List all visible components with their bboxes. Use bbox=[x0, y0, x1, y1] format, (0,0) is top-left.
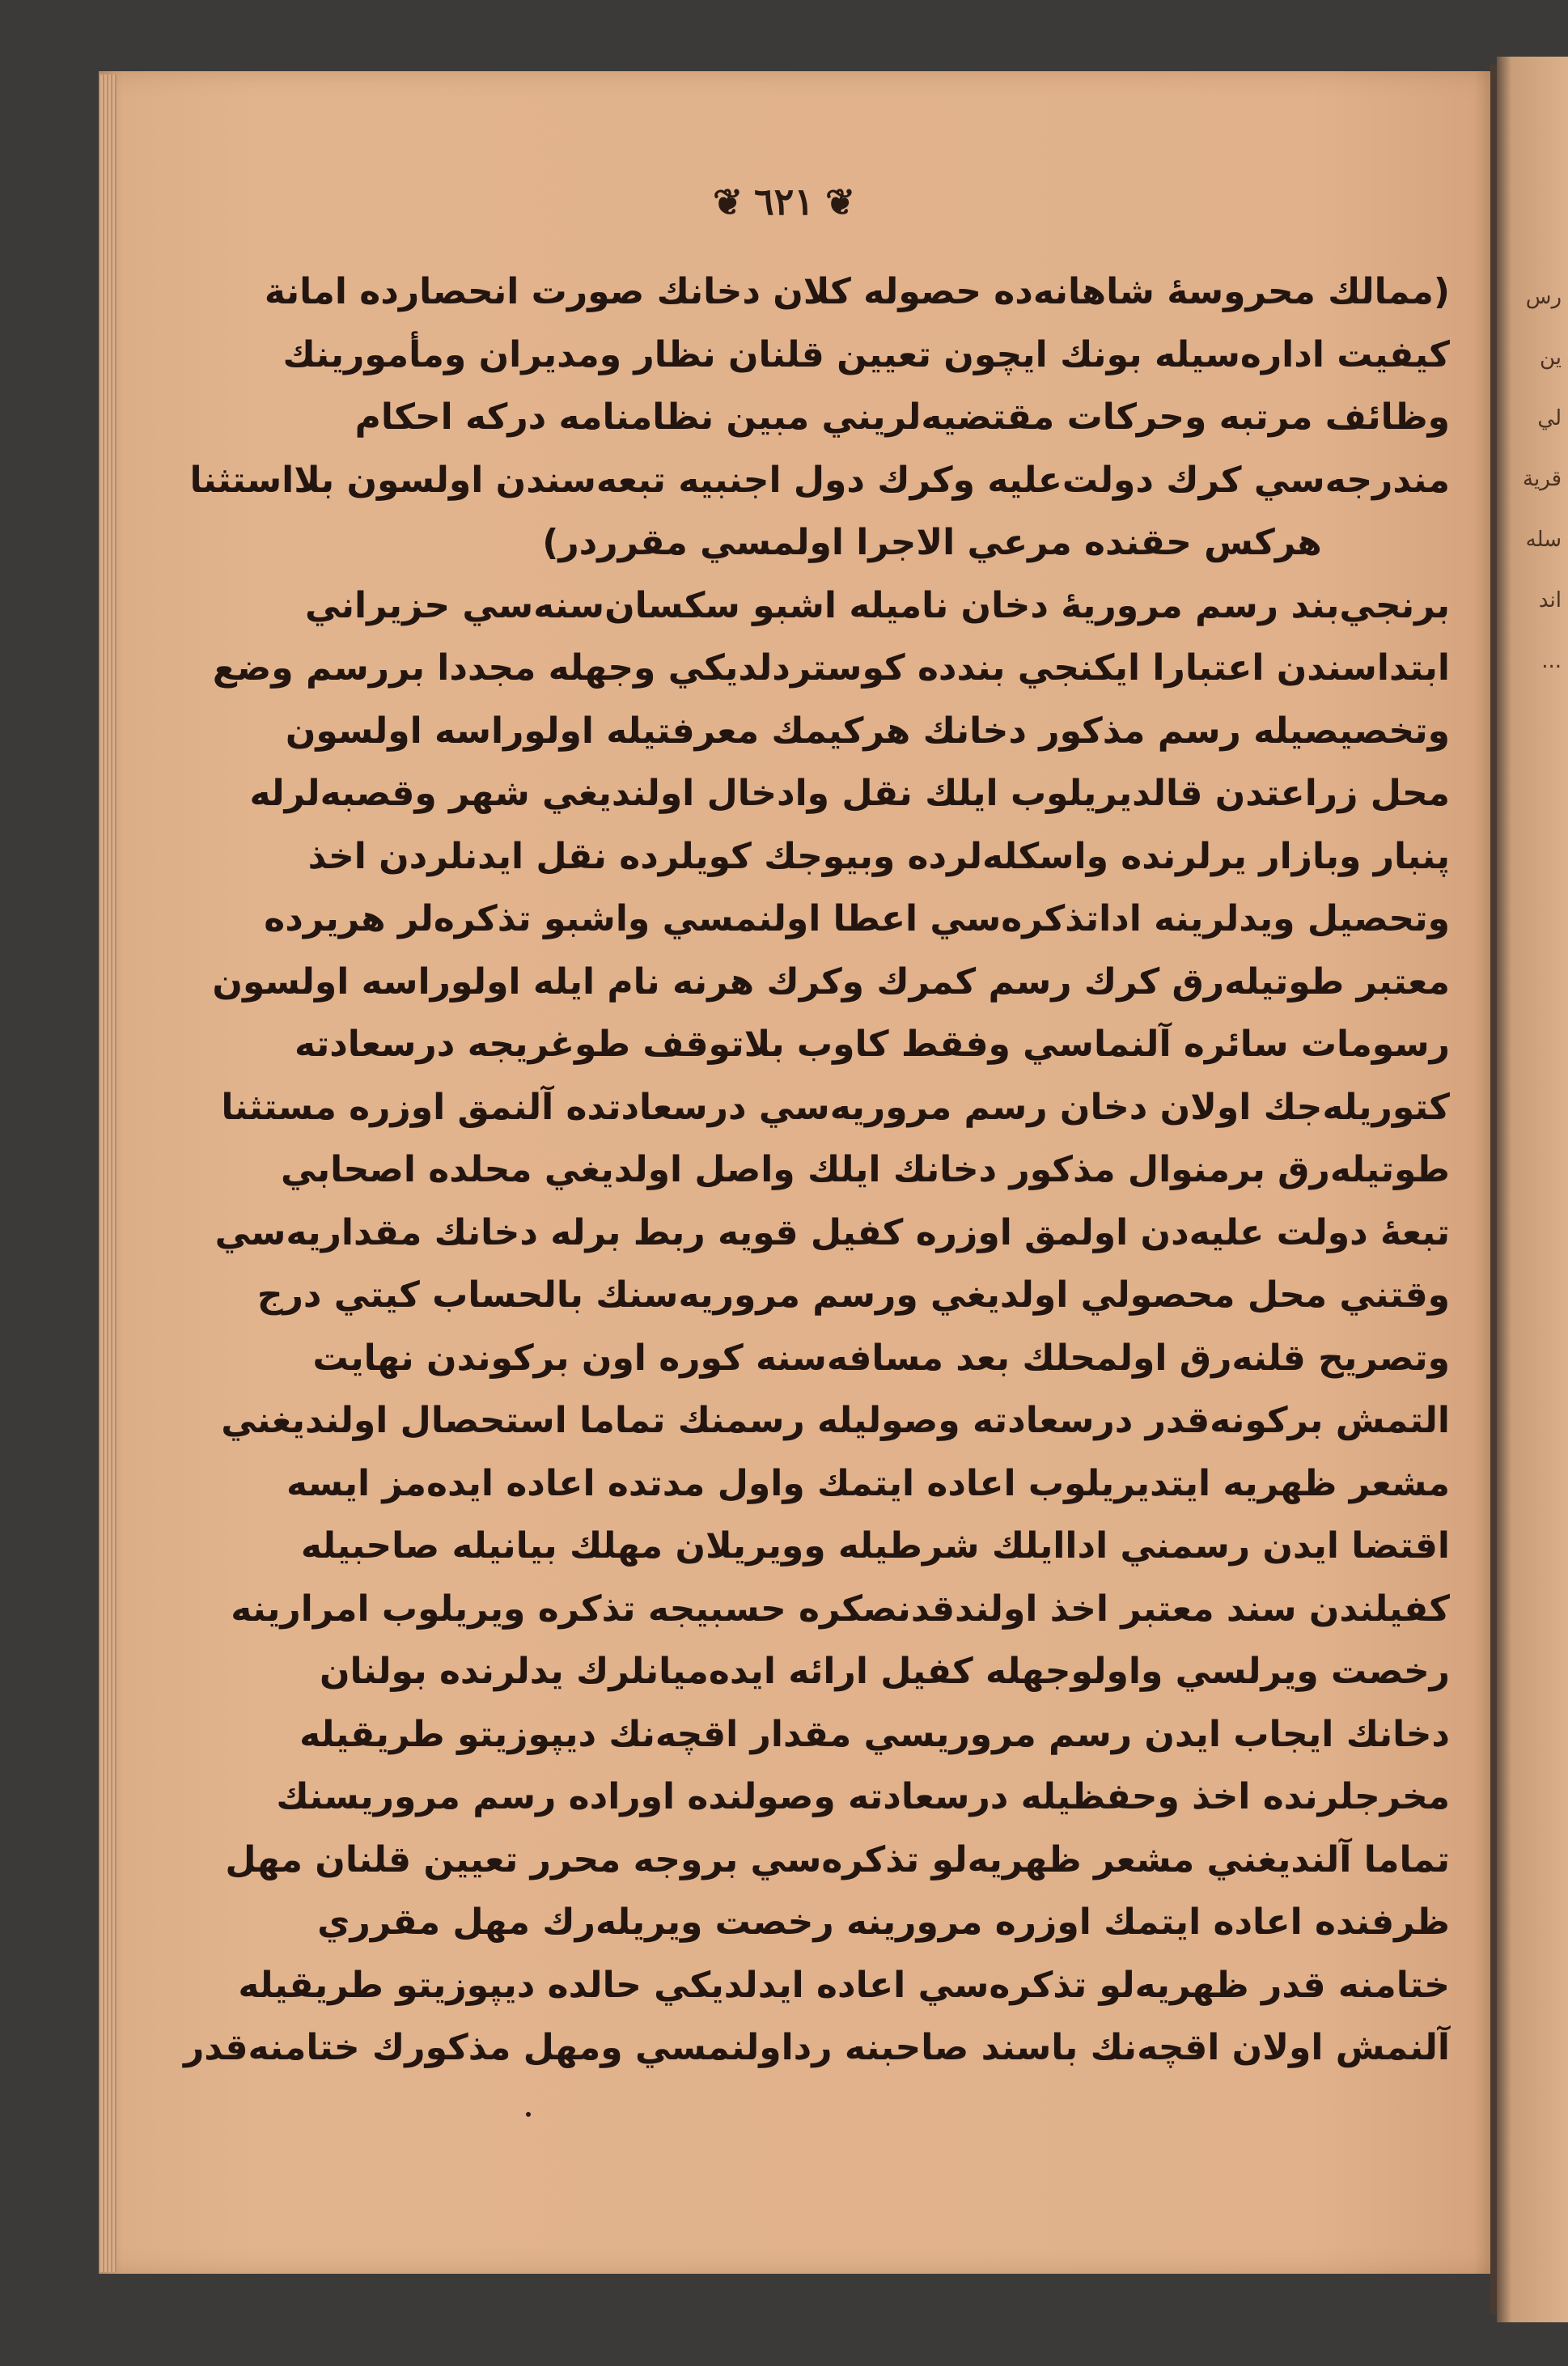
heading-line: وظائف مرتبه وحركات مقتضيه‌لريني مبين نظامنامه دركه احكام bbox=[354, 396, 1450, 438]
body-line: مشعر ظهريه ايتديريلوب اعاده ايتمك واول مدتده اعاده ايده‌مز ايسه bbox=[286, 1462, 1450, 1504]
margin-fragment: ين bbox=[1539, 346, 1562, 370]
body-line: تبعهٔ دولت عليه‌دن اولمق اوزره كفيل قويه ربط برله دخانك مقداريه‌سي bbox=[214, 1211, 1450, 1253]
body-line: كفيلندن سند معتبر اخذ اولندقدنصكره حسبيجه تذكره ويريلوب امرارينه bbox=[231, 1588, 1450, 1630]
body-line: رسومات سائره آلنماسي وفقط كاوب بلاتوقف طوغريجه درسعادته bbox=[295, 1024, 1450, 1065]
body-line: التمش بركونه‌قدر درسعادته وصوليله رسمنك تماما استحصال اولنديغني bbox=[221, 1400, 1450, 1441]
body-line: طوتيله‌رق برمنوال مذكور دخانك ايلك واصل اولديغي محلده اصحابي bbox=[281, 1149, 1450, 1190]
body-line: آلنمش اولان اقچه‌نك باسند صاحبنه رداولنمسي ومهل مذكورك ختامنه‌قدر bbox=[183, 2027, 1450, 2068]
body-line: معتبر طوتيله‌رق كرك رسم كمرك وكرك هرنه نام ايله اولوراسه اولسون bbox=[212, 960, 1450, 1003]
body-line: رخصت ويرلسي واولوجهله كفيل ارائه ايده‌ميانلرك يدلرنده بولنان bbox=[319, 1651, 1450, 1692]
margin-fragment: سله bbox=[1525, 528, 1562, 552]
body-line: وتحصيل ويدلرينه اداتذكره‌سي اعطا اولنمسي واشبو تذكره‌لر هريرده bbox=[264, 898, 1450, 939]
margin-fragment: قرية bbox=[1523, 467, 1562, 491]
body-line: دخانك ايجاب ايدن رسم مروريسي مقدار اقچه‌نك ديپوزيتو طريقيله bbox=[299, 1713, 1450, 1755]
body-line: وتخصيصيله رسم مذكور دخانك هركيمك معرفتيله اولوراسه اولسون bbox=[285, 710, 1450, 752]
body-line: محل زراعتدن قالديريلوب ايلك نقل وادخال اولنديغي شهر وقصبه‌لرله bbox=[249, 773, 1450, 814]
heading-line: مندرجه‌سي كرك دولت‌عليه وكرك دول اجنبيه تبعه‌سندن اولسون بلااستثنا bbox=[189, 459, 1450, 501]
page-edges bbox=[99, 74, 117, 2272]
body-line: برنجي‌بند رسم مروريهٔ دخان ناميله اشبو سكسان‌سنه‌سي حزيراني bbox=[304, 584, 1450, 626]
heading-line: (ممالك محروسهٔ شاهانه‌ده حصوله كلان دخانك صورت انحصارده امانة bbox=[264, 271, 1450, 312]
page-number-header bbox=[0, 180, 1568, 223]
ornament-icon: ❦ bbox=[713, 182, 743, 223]
body-line: تماما آلنديغني مشعر ظهريه‌لو تذكره‌سي بروجه محرر تعيين قلنان مهل bbox=[225, 1838, 1450, 1881]
margin-fragment: رس bbox=[1525, 285, 1562, 309]
facing-page-text bbox=[1513, 267, 1562, 692]
page-text bbox=[183, 261, 1450, 2080]
body-line: پنبار وبازار يرلرنده واسكله‌لرده وبيوجك كويلرده نقل ايدنلردن اخذ bbox=[307, 835, 1450, 877]
body-line: ظرفنده اعاده ايتمك اوزره مرورينه رخصت ويريله‌رك مهل مقرري bbox=[317, 1902, 1450, 1943]
margin-fragment: ... bbox=[1541, 649, 1562, 673]
body-line: وتصريح قلنه‌رق اولمحلك بعد مسافه‌سنه كوره اون بركوندن نهايت bbox=[312, 1337, 1450, 1379]
ornament-icon: ❦ bbox=[825, 182, 855, 223]
heading-line: كيفيت اداره‌سيله بونك ايچون تعيين قلنان نظار ومديران ومأمورينك bbox=[282, 333, 1450, 375]
margin-fragment: لي bbox=[1537, 406, 1562, 430]
ink-speck bbox=[526, 2112, 531, 2117]
body-line: ابتداسندن اعتبارا ايكنجي بندده كوستردلديكي وجهله مجددا بررسم وضع bbox=[212, 647, 1450, 689]
body-line: ختامنه قدر ظهريه‌لو تذكره‌سي اعاده ايدلديكي حالده ديپوزيتو طريقيله bbox=[238, 1964, 1450, 2006]
heading-line: هركس حقنده مرعي الاجرا اولمسي مقرردر) bbox=[542, 522, 1322, 563]
margin-fragment: اند bbox=[1538, 588, 1562, 613]
page-number: ٦٢١ bbox=[753, 180, 815, 223]
body-line: كتوريله‌جك اولان دخان رسم مروريه‌سي درسعادتده آلنمق اوزره مستثنا bbox=[221, 1086, 1450, 1128]
body-line: وقتني محل محصولي اولديغي ورسم مروريه‌سنك بالحساب كيتي درج bbox=[256, 1274, 1450, 1316]
body-line: اقتضا ايدن رسمني اداايلك شرطيله وويريلان مهلك بيانيله صاحبيله bbox=[300, 1525, 1450, 1567]
body-line: مخرجلرنده اخذ وحفظيله درسعادته وصولنده اوراده رسم مروريسنك bbox=[276, 1776, 1450, 1817]
